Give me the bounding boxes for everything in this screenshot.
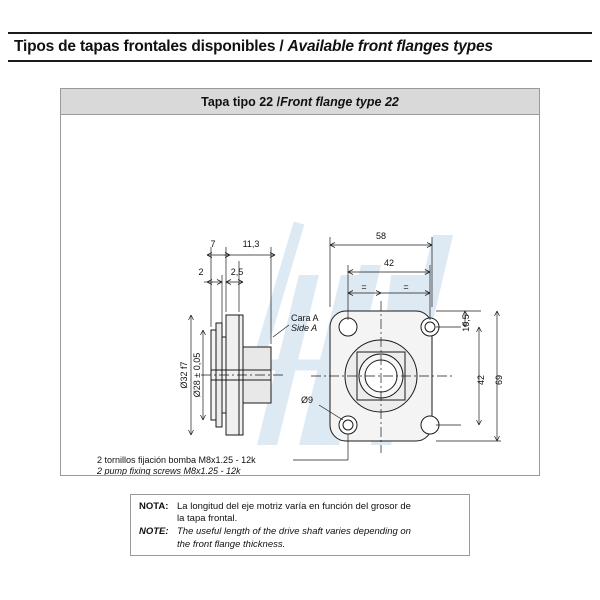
dim-7: 7 — [210, 239, 216, 249]
dim-69: 69 — [494, 374, 504, 386]
symmetry-mark-left: = — [361, 282, 367, 292]
figure-panel — [60, 88, 540, 476]
screw-note-es: 2 tornillos fijación bomba M8x1.25 - 12k — [97, 455, 256, 465]
note-row-en — [139, 526, 461, 550]
dim-11-3: 11,3 — [242, 239, 260, 249]
dim-58: 58 — [375, 231, 387, 241]
screw-note-en: 2 pump fixing screws M8x1.25 - 12k — [97, 466, 241, 475]
note-text-es-line2: la tapa frontal. — [177, 513, 238, 525]
dim-diameter-9: Ø9 — [301, 395, 314, 405]
note-row-es — [139, 501, 461, 525]
note-label-en: NOTE: — [139, 526, 169, 538]
page-title-en: Available front flanges types — [287, 38, 493, 55]
panel-title — [61, 89, 539, 115]
panel-title-en: Front flange type 22 — [280, 94, 399, 109]
note-box — [130, 494, 470, 556]
dim-2-5: 2,5 — [230, 267, 244, 277]
dim-42-right: 42 — [476, 374, 486, 386]
note-text-en-line1: The useful length of the drive shaft varies depending on — [177, 526, 411, 538]
dim-diameter-28: Ø28 ± 0,05 — [192, 352, 202, 398]
page-header — [8, 32, 592, 62]
dim-10-5: 10,5 — [461, 314, 471, 332]
note-text-en-line2: the front flange thickness. — [177, 538, 286, 550]
note-text-en — [177, 526, 461, 550]
note-text-es-line1: La longitud del eje motriz varía en función del grosor de — [177, 501, 411, 512]
dim-42-top: 42 — [383, 258, 395, 268]
page-title — [14, 38, 493, 56]
label-cara-a: Cara A — [291, 313, 319, 323]
front-view — [311, 301, 453, 453]
panel-title-es: Tapa tipo 22 / — [201, 94, 281, 109]
label-side-a: Side A — [291, 323, 318, 333]
symmetry-mark-right: = — [403, 282, 409, 292]
note-label-es: NOTA: — [139, 501, 169, 512]
dim-diameter-32: Ø32 f7 — [179, 361, 189, 389]
page-title-es: Tipos de tapas frontales disponibles / — [14, 38, 288, 55]
dim-2: 2 — [198, 267, 204, 277]
technical-drawing — [61, 115, 539, 475]
note-text-es — [177, 501, 461, 525]
